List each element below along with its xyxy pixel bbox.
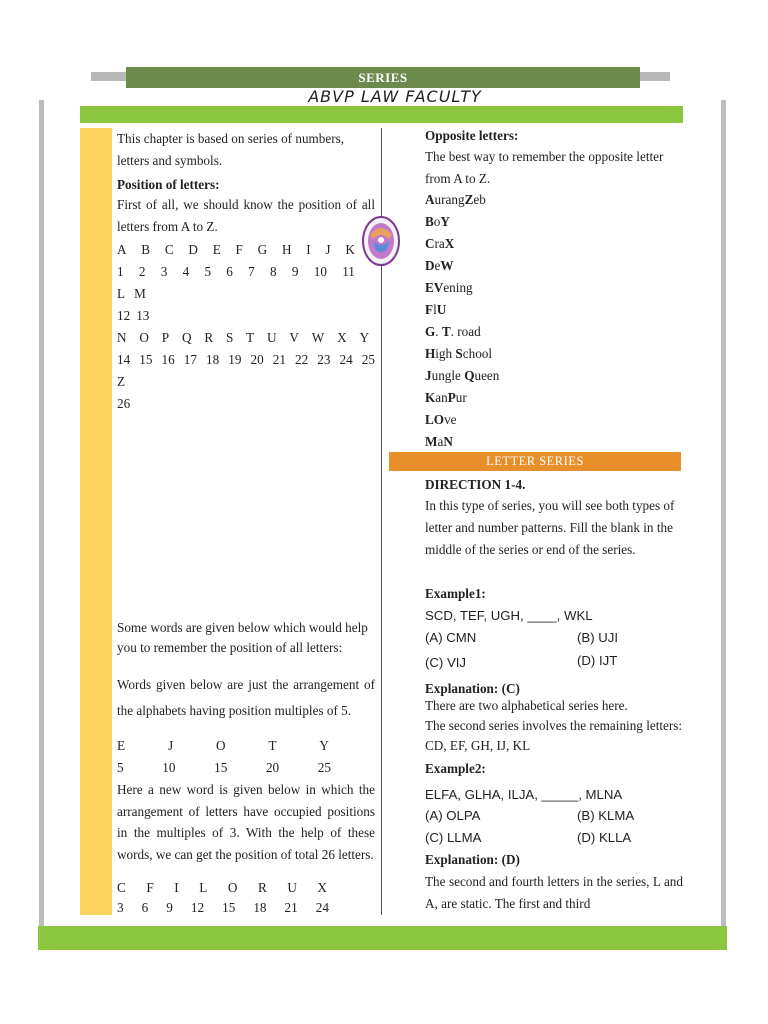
letter-cell: E [117,738,126,753]
number-cell: 3 [117,900,124,915]
position-text: First of all, we should know the position of all letters from A to Z. [117,197,375,234]
mnemonic-word [425,387,683,409]
number-cell: 5 [204,264,212,279]
letter-cell: F [146,880,154,895]
letter-cell: B [141,242,151,257]
word-part: e [434,258,441,273]
alphabet-row-2-numbers [117,305,375,327]
key-letter: X [444,236,455,251]
alphabet-row-2-letters [117,283,375,305]
mult5-letters [117,735,375,757]
letter-cell: S [225,330,234,345]
number-cell: 21 [272,352,286,367]
mnemonic-word [425,189,683,211]
number-cell: 18 [253,900,267,915]
letter-cell: I [174,880,179,895]
key-letter: S [455,346,463,361]
green-top-bar [80,106,683,123]
letter-cell: V [289,330,299,345]
example2-option-c: (C) LLMA [425,830,482,845]
word-part: . road [450,324,481,339]
number-cell: 11 [342,264,355,279]
letter-cell: R [257,880,267,895]
number-cell: 15 [222,900,236,915]
number-cell: 21 [284,900,298,915]
explanation2-text: The second and fourth letters in the series, L and A, are static. The first and third [425,874,683,911]
word-part: ur [455,390,467,405]
number-cell: 18 [206,352,220,367]
key-letter: Y [440,214,450,229]
letter-cell: T [246,330,255,345]
word-part: ening [443,280,473,295]
letter-cell: L [117,286,126,301]
key-letter: LO [425,412,445,427]
key-letter: W [440,258,454,273]
mnemonic-word [425,321,683,343]
letter-cell: I [306,242,311,257]
number-cell: 8 [270,264,277,279]
letter-cell: L [199,880,208,895]
number-cell: 22 [295,352,309,367]
number-cell: 25 [317,760,331,775]
mnemonic-word [425,409,683,431]
letter-cell: A [117,242,127,257]
key-letter: G [425,324,436,339]
mnemonic-word [425,365,683,387]
word-part: eb [473,192,486,207]
number-cell: 1 [117,264,124,279]
key-letter: U [436,302,447,317]
faculty-subtitle: ABVP LAW FACULTY [308,87,482,106]
number-cell: 19 [228,352,242,367]
new-word-para: Here a new word is given below in which the arrangement of letters have occupied positions in the multiples of 3. With the help of these words, we can get the position of total 26 letters. [117,782,375,862]
alphabet-row-4-letters: Z [117,374,126,389]
number-cell: 5 [117,760,124,775]
mnemonic-word [425,233,683,255]
word-part: a [437,434,444,449]
opposite-heading: Opposite letters: [425,128,519,143]
number-cell: 6 [141,900,149,915]
example1-series: SCD, TEF, UGH, ____, WKL [425,608,593,623]
letter-cell: F [235,242,243,257]
word-part: ueen [474,368,500,383]
words-intro: Some words are given below which would help you to remember the position of all letters: [117,620,368,655]
letter-cell: O [216,738,226,753]
alphabet-row-3-letters [117,327,375,349]
number-cell: 24 [315,900,329,915]
key-letter: A [425,192,435,207]
explanation1-text1: There are two alphabetical series here. [425,698,628,713]
number-cell: 4 [182,264,190,279]
key-letter: J [425,368,432,383]
key-letter: N [443,434,453,449]
number-cell: 15 [139,352,153,367]
word-part: . [435,324,442,339]
alphabet-row-1-letters [117,239,375,261]
intro-text: This chapter is based on series of numbers, letters and symbols. [117,131,345,168]
direction-heading: DIRECTION 1-4. [425,477,526,492]
explanation2-heading: Explanation: (D) [425,852,520,867]
number-cell: 20 [250,352,264,367]
letter-cell: J [167,738,174,753]
example2-option-b: (B) KLMA [577,808,635,823]
number-cell: 20 [265,760,280,775]
number-cell: 7 [248,264,255,279]
word-part: ra [434,236,445,251]
opposite-text: The best way to remember the opposite letter from A to Z. [425,149,664,186]
word-part: urang [434,192,465,207]
word-part: o [433,214,441,229]
word-part: igh [435,346,456,361]
chapter-title: SERIES [126,67,640,88]
number-cell: 9 [166,900,173,915]
letter-cell: D [188,242,198,257]
example1-option-a: (A) CMN [425,630,477,645]
key-letter: D [425,258,435,273]
mnemonic-word [425,299,683,321]
key-letter: T [441,324,451,339]
letter-cell: O [227,880,238,895]
alphabet-row-1-numbers [117,261,375,283]
explanation1-text2: The second series involves the remaining letters: CD, EF, GH, IJ, KL [425,718,683,753]
word-part: ungle [431,368,465,383]
mnemonic-word [425,277,683,299]
example2-option-d: (D) KLLA [577,830,632,845]
key-letter: Z [464,192,474,207]
mult3-letters [117,877,375,899]
page-frame-left [39,100,44,928]
letter-series-band: LETTER SERIES [389,452,681,471]
letter-cell: K [345,242,355,257]
example1-option-d: (D) IJT [577,653,618,668]
letter-cell: G [257,242,268,257]
example2-option-a: (A) OLPA [425,808,481,823]
word-part: an [435,390,448,405]
mult5-numbers [117,757,375,779]
number-cell: 2 [138,264,146,279]
key-letter: P [447,390,456,405]
direction-text: In this type of series, you will see both types of letter and number patterns. Fill the blank in the middle of the series or end of the series. [425,498,675,557]
letter-cell: X [337,330,347,345]
letter-cell: O [139,330,149,345]
alphabet-row-3-numbers [117,349,375,371]
letter-cell: W [311,330,325,345]
number-cell: 15 [214,760,228,775]
key-letter: EV [425,280,444,295]
number-cell: 14 [117,352,131,367]
words-para: Words given below are just the arrangement of the alphabets having position multiples of 5. [117,677,375,718]
green-bottom-bar [38,926,727,950]
example1-heading: Example1: [425,586,486,601]
number-cell: 25 [361,352,375,367]
letter-cell: P [161,330,170,345]
letter-cell: T [268,738,277,753]
letter-cell: M [134,286,146,301]
explanation1-heading: Explanation: (C) [425,681,520,696]
example2-series: ELFA, GLHA, ILJA, _____, MLNA [425,787,623,802]
letter-cell: Q [181,330,192,345]
letter-cell: J [325,242,331,257]
letter-cell: H [281,242,292,257]
letter-cell: E [212,242,221,257]
word-part: ve [444,412,457,427]
key-letter: B [425,214,434,229]
page-frame-right [721,100,726,928]
letter-cell: X [317,880,327,895]
number-cell: 13 [136,308,150,323]
position-heading: Position of letters: [117,177,220,192]
number-cell: 12 [190,900,205,915]
number-cell: 16 [161,352,175,367]
number-cell: 17 [183,352,197,367]
number-cell: 10 [162,760,176,775]
number-cell: 10 [313,264,327,279]
key-letter: K [425,390,436,405]
letter-cell: U [287,880,297,895]
mnemonic-word [425,343,683,365]
word-part: l [433,302,437,317]
example1-option-b: (B) UJI [577,630,619,645]
mnemonic-word [425,431,683,453]
letter-cell: N [117,330,127,345]
word-part: chool [462,346,493,361]
letter-cell: R [204,330,214,345]
alphabet-row-4-numbers: 26 [117,396,131,411]
letter-cell: Y [359,330,369,345]
yellow-margin-strip [80,128,112,915]
number-cell: 6 [226,264,233,279]
key-letter: Q [464,368,475,383]
number-cell: 23 [317,352,331,367]
letter-cell: C [164,242,174,257]
letter-cell: U [267,330,277,345]
number-cell: 24 [339,352,353,367]
number-cell: 9 [291,264,299,279]
mult3-numbers [117,897,375,919]
number-cell: 12 [117,308,131,323]
example2-heading: Example2: [425,761,486,776]
letter-cell: C [117,880,126,895]
example1-option-c: (C) VIJ [425,655,467,670]
opposite-word-list [425,189,683,453]
mnemonic-word [425,255,683,277]
mnemonic-word [425,211,683,233]
key-letter: H [425,346,436,361]
key-letter: C [425,236,435,251]
number-cell: 3 [160,264,168,279]
key-letter: M [425,434,438,449]
letter-cell: Y [319,738,329,753]
key-letter: F [425,302,434,317]
